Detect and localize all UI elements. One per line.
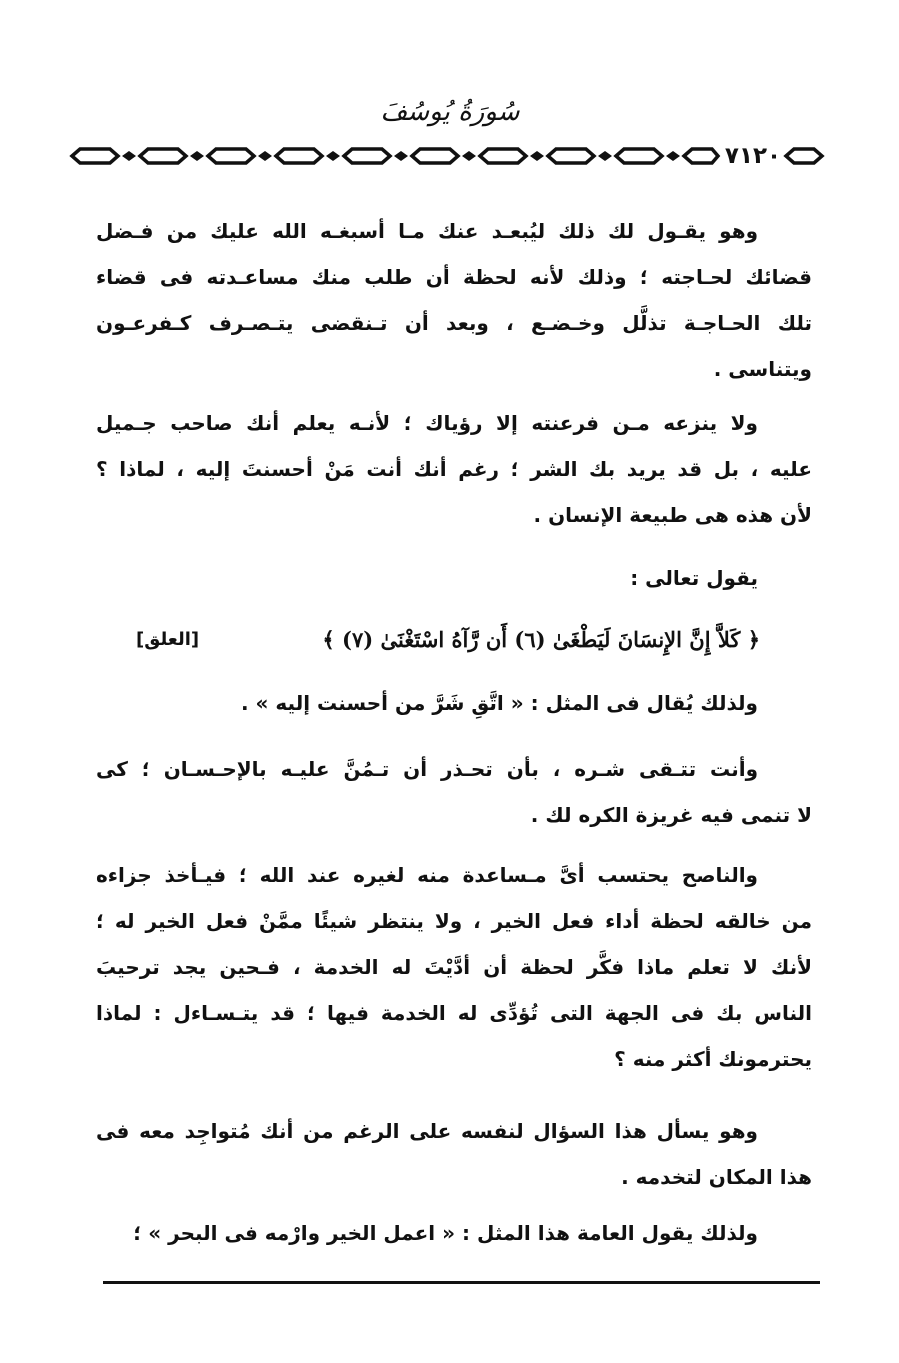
text-line: وهو يقـول لك ذلك ليُبعـد عنك مـا أسبغـه الله عليك من فـضل — [96, 219, 758, 243]
text-line: ولذلك يقول العامة هذا المثل : « اعمل الخير وارْمه فى البحر » ؛ — [133, 1221, 758, 1245]
decorative-border-ornament — [66, 144, 826, 168]
text-line: والناصح يحتسب أىَّ مـساعدة منه لغيره عند الله ؛ فيـأخذ جزاءه — [96, 863, 758, 887]
text-line: عليه ، بل قد يريد بك الشر ؛ رغم أنك أنت مَنْ أحسنتَ إليه ، لماذا ؟ — [96, 457, 812, 481]
text-line: ولا ينزعه مـن فرعنته إلا رؤياك ؛ لأنـه يعلم أنك صاحب جـميل — [96, 411, 758, 435]
paragraph — [96, 680, 812, 726]
paragraph — [96, 208, 812, 392]
paragraph — [96, 1108, 812, 1200]
text-line: يقول تعالى : — [630, 566, 758, 590]
footer-rule — [103, 1281, 820, 1284]
text-line: من خالقه لحظة أداء فعل الخير ، ولا ينتظر شيئًا ممَّنْ فعل الخير له ؛ — [96, 909, 812, 933]
text-line: يحترمونك أكثر منه ؟ — [614, 1047, 812, 1071]
paragraph — [96, 746, 812, 838]
text-line: لأن هذه هى طبيعة الإنسان . — [533, 503, 812, 527]
text-line: ولذلك يُقال فى المثل : « اتَّقِ شَرَّ من أحسنت إليه » . — [240, 691, 758, 715]
paragraph — [96, 852, 812, 1082]
text-line: ويتناسى . — [713, 357, 812, 381]
text-line: وأنت تتـقى شـره ، بأن تحـذر أن تـمُنَّ عليـه بالإحـسـان ؛ كى — [96, 757, 758, 781]
surah-title: سُورَةُ يُوسُفَ — [380, 97, 520, 127]
paragraph — [96, 400, 812, 538]
text-line: الناس بك فى الجهة التى تُؤدِّى له الخدمة فيها ؛ قد يتـسـاءل : لماذا — [96, 1001, 812, 1025]
verse-source: [العلق] — [136, 629, 200, 650]
text-line: هذا المكان لتخدمه . — [621, 1165, 812, 1189]
page-number: ٧١٢٠ — [724, 143, 782, 169]
text-line: لا تنمى فيه غريزة الكره لك . — [530, 803, 812, 827]
text-line: تلك الحـاجـة تذلَّل وخـضـع ، وبعد أن تـنقضى يتـصـرف كـفرعـون — [96, 311, 812, 335]
text-line: وهو يسأل هذا السؤال لنفسه على الرغم من أنك مُتواجِد معه فى — [96, 1119, 758, 1143]
paragraph — [96, 1210, 812, 1256]
text-line: لأنك لا تعلم ماذا فكَّر لحظة أن أدَّيْتَ له الخدمة ، فـحين يجد ترحيبَ — [96, 955, 812, 979]
paragraph — [96, 555, 812, 601]
verse-text: ﴿ كَلاَّ إِنَّ الإِنسَانَ لَيَطْغَىٰ (٦) أَن رَّآهُ اسْتَغْنَىٰ (٧) ﴾ — [322, 627, 760, 652]
quran-verse — [96, 617, 812, 663]
text-line: قضائك لحـاجته ؛ وذلك لأنه لحظة أن طلب منك مساعـدته فى قضاء — [96, 265, 812, 289]
